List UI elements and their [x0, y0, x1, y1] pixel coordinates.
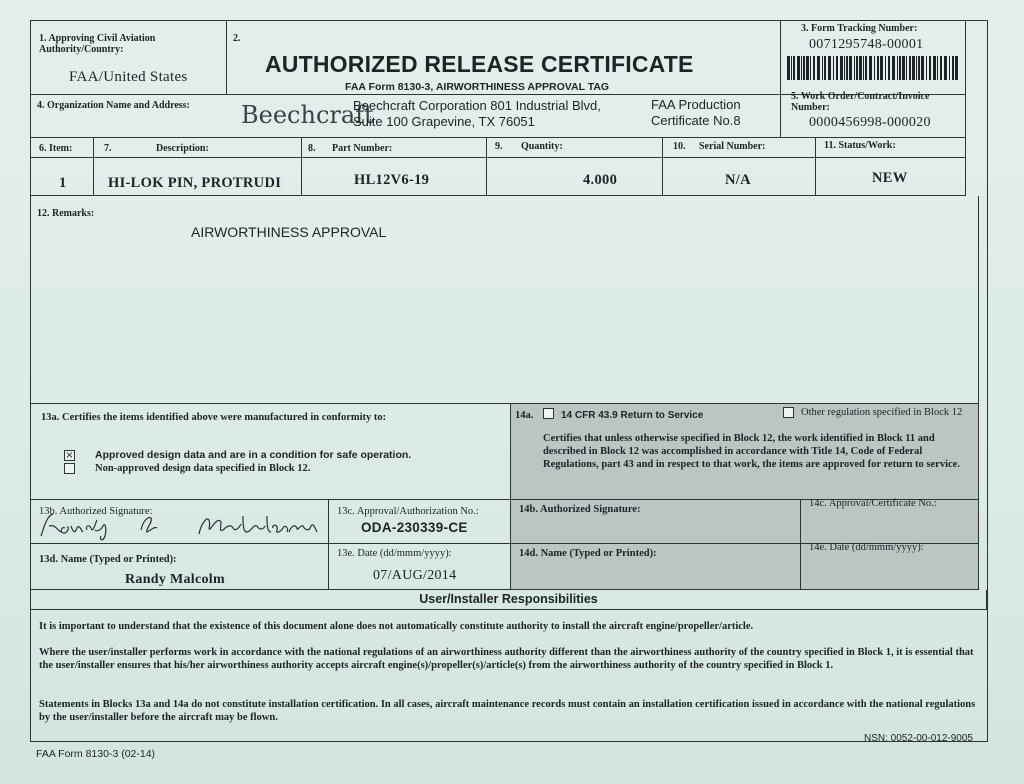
header-desc-label: Description: [156, 143, 209, 154]
block-13c [329, 500, 511, 544]
responsibilities-header [31, 590, 987, 610]
quantity: 4.000 [583, 172, 618, 188]
return-to-service-checkbox[interactable] [543, 408, 554, 419]
block-13e [329, 544, 511, 590]
signer-name: Randy Malcolm [125, 572, 225, 587]
block-14e [801, 544, 979, 590]
block-14b-label: 14b. Authorized Signature: [519, 504, 641, 515]
header-quantity [487, 138, 663, 158]
description-cell [94, 158, 302, 196]
header-serial-number [663, 138, 816, 158]
responsibilities-title: User/Installer Responsibilities [419, 592, 598, 606]
form-identifier: FAA Form 8130-3 (02-14) [36, 748, 156, 760]
header-serial-num: 10. [673, 141, 686, 152]
block-14d-label: 14d. Name (Typed or Printed): [519, 548, 657, 559]
serial-number-cell [663, 158, 816, 196]
non-approved-design-label: Non-approved design data specified in Block 12. [95, 463, 311, 474]
block-5-label: 5. Work Order/Contract/Invoice Number: [791, 91, 930, 113]
item-number: 1 [59, 175, 67, 191]
block-14e-label: 14e. Date (dd/mmm/yyyy): [809, 542, 924, 553]
block-14d [511, 544, 801, 590]
block-14a [511, 404, 979, 500]
status-work-cell [816, 158, 966, 196]
barcode [781, 54, 965, 82]
header-status-label: 11. Status/Work: [824, 140, 896, 151]
block-13b-label: 13b. Authorized Signature: [39, 506, 153, 517]
authorized-signature-image [31, 506, 329, 544]
serial-number: N/A [725, 172, 751, 188]
form-subtitle: FAA Form 8130-3, AIRWORTHINESS APPROVAL TAG [345, 81, 610, 93]
work-order-number: 0000456998-000020 [809, 115, 931, 130]
beechcraft-logo: Beechcraft [241, 101, 374, 129]
authorized-release-certificate-form [30, 20, 988, 742]
header-item-label: 6. Item: [39, 143, 73, 154]
header-part-number-label: Part Number: [332, 143, 393, 154]
return-to-service-label: 14 CFR 43.9 Return to Service [561, 410, 704, 421]
quantity-cell [487, 158, 663, 196]
block-2-label: 2. [233, 33, 241, 44]
other-regulation-checkbox[interactable] [783, 407, 794, 418]
part-number: HL12V6-19 [354, 172, 430, 188]
block-4 [31, 95, 781, 138]
non-approved-design-checkbox[interactable] [64, 463, 75, 474]
responsibilities-body [31, 610, 987, 741]
address-line-2: Suite 100 Grapevine, TX 76051 [353, 114, 535, 129]
header-description [94, 138, 302, 158]
block-14b [511, 500, 801, 544]
header-item [31, 138, 94, 158]
block-14a-label: 14a. [515, 410, 534, 421]
block-4-label: 4. Organization Name and Address: [37, 100, 190, 111]
block-3 [781, 21, 966, 95]
form-title: AUTHORIZED RELEASE CERTIFICATE [265, 51, 694, 77]
nsn-number: NSN: 0052-00-012-9005 [864, 733, 973, 744]
header-serial-label: Serial Number: [699, 141, 766, 152]
approved-design-checkbox[interactable]: × [65, 450, 74, 461]
block-13e-label: 13e. Date (dd/mmm/yyyy): [337, 548, 452, 559]
block-1-label: 1. Approving Civil Aviation Authority/Country: [39, 33, 156, 55]
block-13a [31, 404, 511, 500]
header-quantity-label: Quantity: [521, 141, 563, 152]
approving-authority: FAA/United States [69, 69, 188, 85]
status-work: NEW [872, 170, 908, 186]
header-part-number [302, 138, 487, 158]
approved-design-label: Approved design data and are in a condition for safe operation. [95, 449, 412, 461]
responsibilities-paragraph-3: Statements in Blocks 13a and 14a do not constitute installation certification. In all cases, aircraft maintenance records must contain an installation certification issued in accordance with the national regulations by the user/installer before the aircraft may be flown. [39, 699, 976, 723]
approval-date: 07/AUG/2014 [373, 568, 457, 583]
form-tracking-number: 0071295748-00001 [809, 37, 924, 52]
block-13a-label: 13a. Certifies the items identified above were manufactured in conformity to: [41, 412, 387, 423]
remarks-text: AIRWORTHINESS APPROVAL [191, 224, 387, 240]
header-desc-number: 7. [104, 143, 112, 154]
block-12-label: 12. Remarks: [37, 208, 95, 219]
block-13c-label: 13c. Approval/Authorization No.: [337, 506, 479, 517]
responsibilities-paragraph-2: Where the user/installer performs work in accordance with the national regulations of an airworthiness authority different than the airworthiness authority of the country specified in Block 1, it is essential that the user/installer ensures that his/her airworthiness authority accepts aircraft engine(s)/propeller(s)/article(s) from the airworthiness authority of the country specified in Block 1. [39, 647, 974, 671]
block-5 [781, 91, 966, 138]
block-13b [31, 500, 329, 544]
production-certificate [651, 97, 741, 129]
address-line-1: Beechcraft Corporation 801 Industrial Blvd, [353, 98, 601, 113]
block-13d-label: 13d. Name (Typed or Printed): [39, 554, 177, 565]
block-2 [227, 21, 781, 95]
item-description: HI-LOK PIN, PROTRUDI [108, 175, 282, 191]
header-part-number-num: 8. [308, 143, 316, 154]
certificate-line-2: Certificate No.8 [651, 113, 741, 128]
block-3-label: 3. Form Tracking Number: [801, 23, 918, 34]
block-12-remarks [31, 196, 979, 404]
part-number-cell [302, 158, 487, 196]
header-quantity-num: 9. [495, 141, 503, 152]
block-13d [31, 544, 329, 590]
block-14a-text: Certifies that unless otherwise specified in Block 12, the work identified in Block 11 and described in Block 12 was accomplished in accordance with Title 14, Code of Federal Regulations, part 43 and in respect to that work, the items are approved for return to service. [543, 433, 960, 470]
organization-address [353, 98, 601, 130]
item-number-cell [31, 158, 94, 196]
responsibilities-paragraph-1: It is important to understand that the existence of this document alone does not automatically constitute authority to install the aircraft engine/propeller/article. [39, 621, 754, 632]
block-1 [31, 21, 227, 95]
header-status-work [816, 138, 966, 158]
block-14c-label: 14c. Approval/Certificate No.: [809, 498, 937, 509]
other-regulation-label: Other regulation specified in Block 12 [801, 407, 963, 418]
certificate-line-1: FAA Production [651, 97, 741, 112]
approval-authorization-number: ODA-230339-CE [361, 520, 468, 535]
block-14c [801, 500, 979, 544]
